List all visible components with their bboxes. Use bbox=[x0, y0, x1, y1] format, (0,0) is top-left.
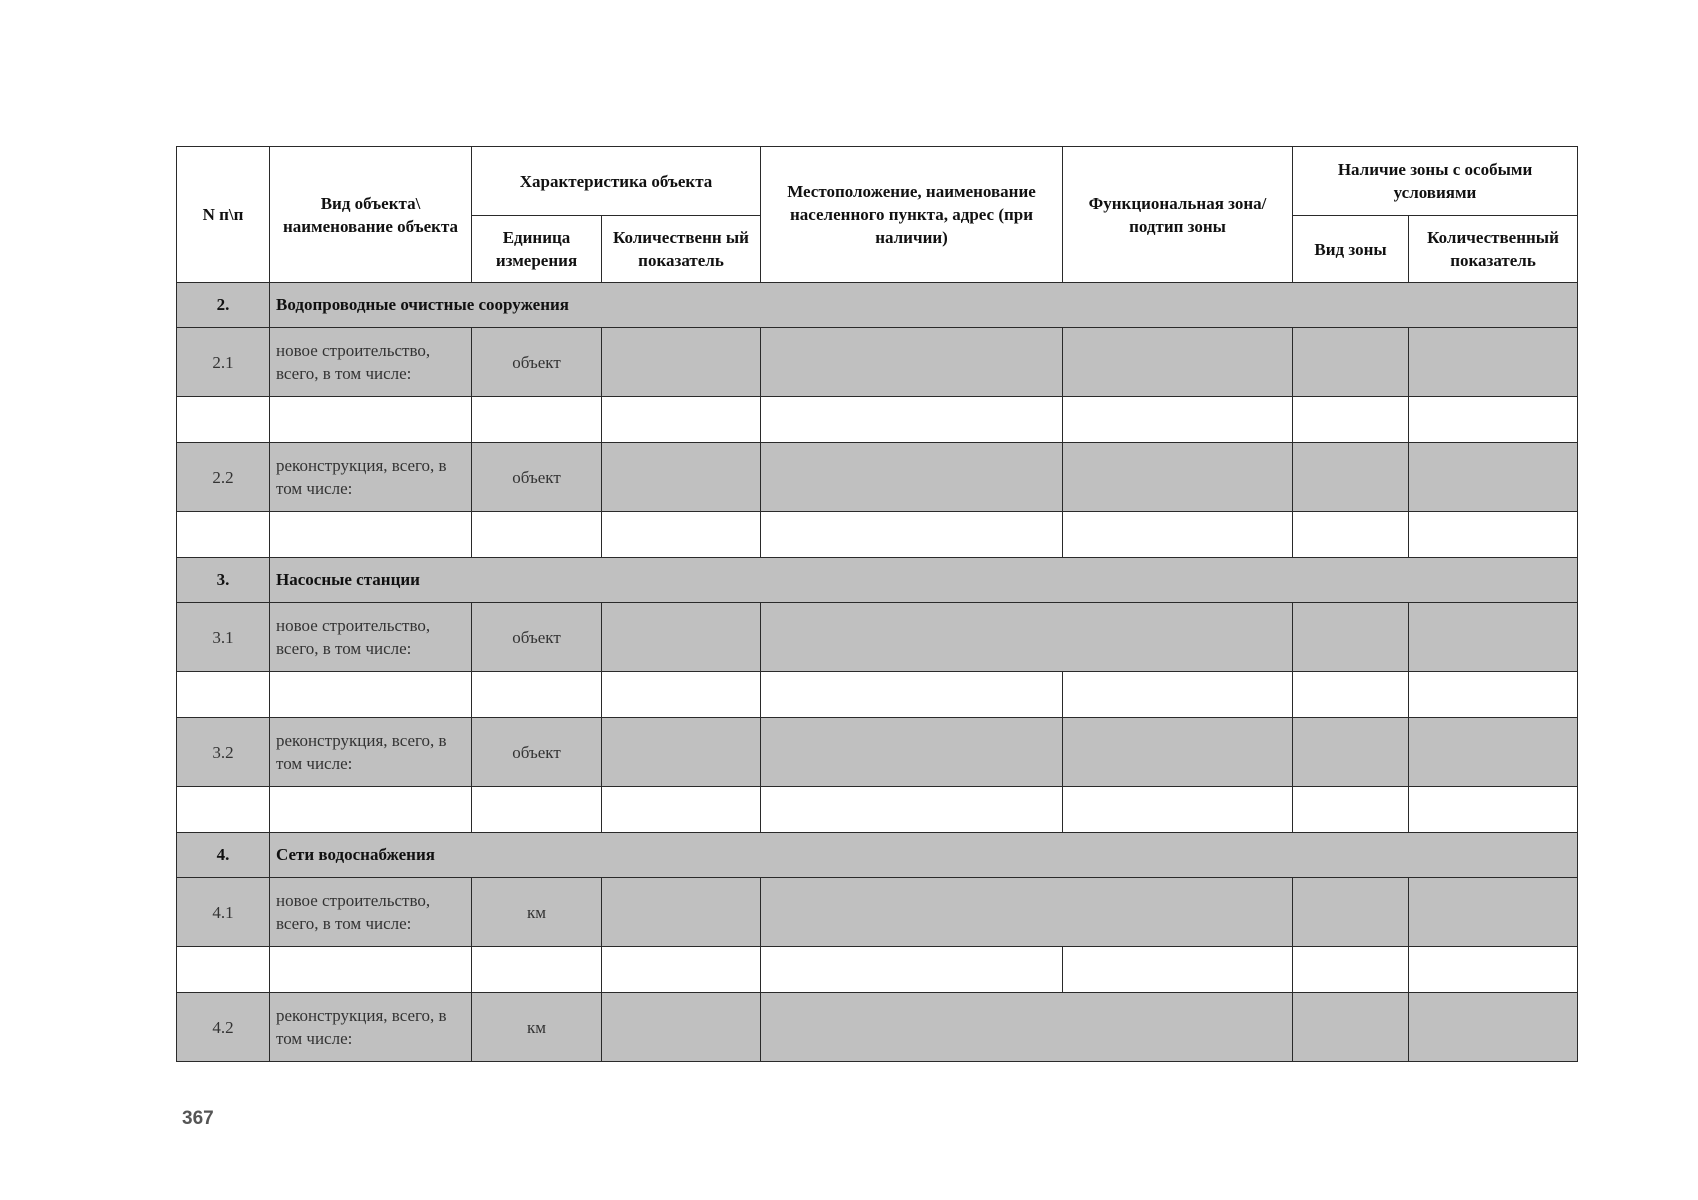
item-zone-type bbox=[1293, 718, 1409, 787]
header-functional-zone: Функциональная зона/ подтип зоны bbox=[1063, 147, 1293, 283]
header-zone-type: Вид зоны bbox=[1293, 216, 1409, 283]
section-number: 4. bbox=[177, 833, 270, 878]
item-location-zone bbox=[761, 603, 1293, 672]
item-zone-quantity bbox=[1409, 603, 1578, 672]
item-quantity bbox=[602, 603, 761, 672]
section-title: Насосные станции bbox=[270, 558, 1578, 603]
item-zone-quantity bbox=[1409, 878, 1578, 947]
item-zone bbox=[1063, 443, 1293, 512]
item-name: новое строительство, всего, в том числе: bbox=[270, 603, 472, 672]
item-unit: объект bbox=[472, 718, 602, 787]
item-zone bbox=[1063, 718, 1293, 787]
objects-table bbox=[176, 146, 1578, 1062]
item-number: 3.1 bbox=[177, 603, 270, 672]
section-row bbox=[177, 283, 1578, 328]
item-location-zone bbox=[761, 993, 1293, 1062]
item-zone-type bbox=[1293, 878, 1409, 947]
item-name: новое строительство, всего, в том числе: bbox=[270, 328, 472, 397]
item-zone-quantity bbox=[1409, 718, 1578, 787]
item-zone-type bbox=[1293, 443, 1409, 512]
section-number: 2. bbox=[177, 283, 270, 328]
header-kind: Вид объекта\ наименование объекта bbox=[270, 147, 472, 283]
header-num: N п\п bbox=[177, 147, 270, 283]
blank-row bbox=[177, 512, 1578, 558]
item-quantity bbox=[602, 718, 761, 787]
item-number: 4.1 bbox=[177, 878, 270, 947]
page-number: 367 bbox=[182, 1108, 214, 1129]
item-number: 2.1 bbox=[177, 328, 270, 397]
item-quantity bbox=[602, 993, 761, 1062]
item-unit: объект bbox=[472, 328, 602, 397]
item-location bbox=[761, 328, 1063, 397]
item-location bbox=[761, 443, 1063, 512]
blank-row bbox=[177, 947, 1578, 993]
item-unit: объект bbox=[472, 603, 602, 672]
section-title: Водопроводные очистные сооружения bbox=[270, 283, 1578, 328]
item-number: 4.2 bbox=[177, 993, 270, 1062]
header-special-zone: Наличие зоны с особыми условиями bbox=[1293, 147, 1578, 216]
item-zone-type bbox=[1293, 993, 1409, 1062]
blank-row bbox=[177, 787, 1578, 833]
blank-row bbox=[177, 397, 1578, 443]
header-zone-quantity: Количественный показатель bbox=[1409, 216, 1578, 283]
item-number: 3.2 bbox=[177, 718, 270, 787]
section-row bbox=[177, 833, 1578, 878]
table-row bbox=[177, 443, 1578, 512]
item-zone-quantity bbox=[1409, 328, 1578, 397]
item-zone-quantity bbox=[1409, 993, 1578, 1062]
item-name: реконструкция, всего, в том числе: bbox=[270, 993, 472, 1062]
item-name: новое строительство, всего, в том числе: bbox=[270, 878, 472, 947]
item-zone-type bbox=[1293, 328, 1409, 397]
header-location: Местоположение, наименование населенного пункта, адрес (при наличии) bbox=[761, 147, 1063, 283]
item-name: реконструкция, всего, в том числе: bbox=[270, 718, 472, 787]
header-quantity: Количественн ый показатель bbox=[602, 216, 761, 283]
item-name: реконструкция, всего, в том числе: bbox=[270, 443, 472, 512]
item-unit: объект bbox=[472, 443, 602, 512]
table-row bbox=[177, 328, 1578, 397]
item-zone-quantity bbox=[1409, 443, 1578, 512]
item-location bbox=[761, 718, 1063, 787]
item-quantity bbox=[602, 328, 761, 397]
header-unit: Единица измерения bbox=[472, 216, 602, 283]
item-zone-type bbox=[1293, 603, 1409, 672]
section-number: 3. bbox=[177, 558, 270, 603]
header-characteristics: Характеристика объекта bbox=[472, 147, 761, 216]
blank-row bbox=[177, 672, 1578, 718]
item-zone bbox=[1063, 328, 1293, 397]
table-row bbox=[177, 603, 1578, 672]
table-row bbox=[177, 718, 1578, 787]
section-row bbox=[177, 558, 1578, 603]
table-row bbox=[177, 878, 1578, 947]
item-unit: км bbox=[472, 993, 602, 1062]
item-unit: км bbox=[472, 878, 602, 947]
item-quantity bbox=[602, 443, 761, 512]
section-title: Сети водоснабжения bbox=[270, 833, 1578, 878]
item-location-zone bbox=[761, 878, 1293, 947]
item-quantity bbox=[602, 878, 761, 947]
item-number: 2.2 bbox=[177, 443, 270, 512]
table-row bbox=[177, 993, 1578, 1062]
